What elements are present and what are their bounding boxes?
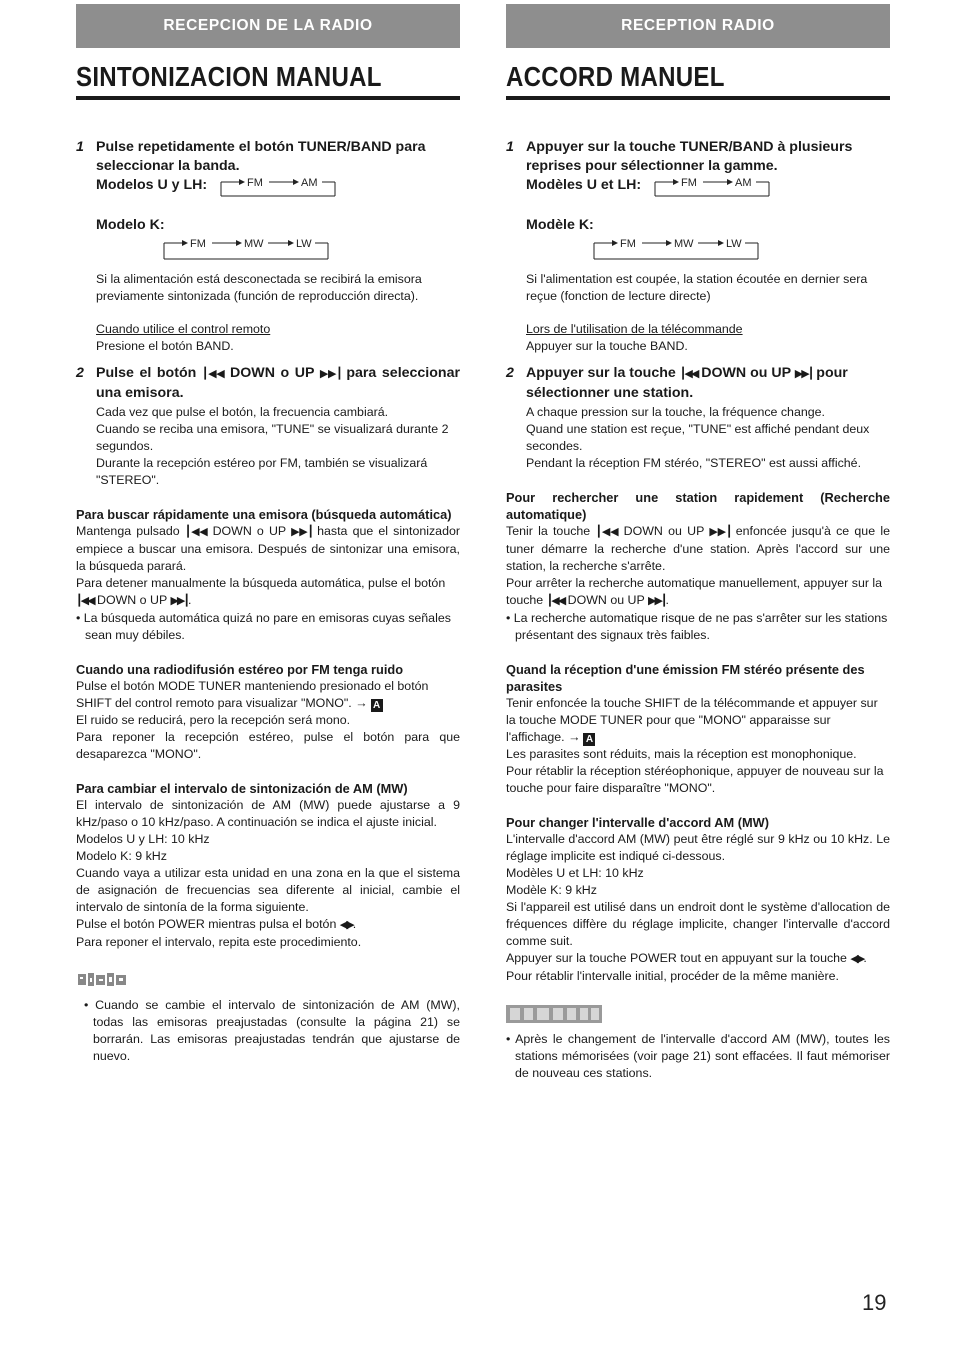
search-p2b-fr: DOWN ou UP bbox=[567, 593, 645, 607]
noise-p2-es: El ruido se reducirá, pero la recepción será mono. bbox=[76, 713, 351, 727]
note-icon-es bbox=[76, 969, 132, 991]
prev-skip-icon: ┃◀◀ bbox=[201, 368, 225, 380]
arrow-right-icon: → bbox=[568, 730, 581, 744]
search-p2a-fr: Pour arrêter la recherche automatique manuellement, appuyer sur la touche bbox=[506, 576, 883, 607]
noise-p1-text-fr: Tenir enfoncée la touche SHIFT de la télécommande et appuyer sur la touche MODE TUNER pour que "MONO" apparaisse sur l'affichage. bbox=[506, 696, 878, 744]
diag-mw-k-es: MW bbox=[244, 238, 264, 250]
step1-text-fr: Appuyer sur la touche TUNER/BAND à plusieurs reprises pour sélectionner la gamme. bbox=[526, 139, 853, 174]
models-ulh-row-fr bbox=[506, 176, 890, 202]
next-skip-icon: ▶▶┃ bbox=[291, 526, 312, 538]
am-p5-es: Pulse el botón POWER mientras pulsa el botón ◀▶. bbox=[76, 917, 357, 931]
remote-text-fr: Appuyer sur la touche BAND. bbox=[526, 339, 688, 353]
search-bullet-fr: • La recherche automatique risque de ne pas s'arrêter sur les stations présentant des signaux très faibles. bbox=[506, 611, 888, 642]
band-diagram-k-fr bbox=[590, 237, 780, 265]
page-title-es: SINTONIZACION MANUAL bbox=[76, 61, 382, 92]
diag-fm-k-es: FM bbox=[190, 238, 206, 250]
next-skip-icon: ▶▶┃ bbox=[709, 526, 731, 538]
am-p1-es: El intervalo de sintonización de AM (MW) puede ajustarse a 9 kHz/paso o 10 kHz/paso. A continuación se indica el ajuste inicial. bbox=[76, 798, 460, 829]
prev-skip-icon: ┃◀◀ bbox=[76, 595, 94, 607]
left-right-arrows-icon: ◀▶ bbox=[850, 953, 864, 965]
band-diagram-ulh-es bbox=[217, 176, 357, 202]
diag-lw-k-fr: LW bbox=[726, 238, 742, 250]
step2-es bbox=[76, 364, 460, 403]
step2-text-b-es: DOWN o UP bbox=[230, 365, 315, 381]
noise-p2-fr: Les parasites sont réduits, mais la réception est monophonique. bbox=[506, 747, 857, 761]
search-heading-es: Para buscar rápidamente una emisora (búsqueda automática) bbox=[76, 507, 452, 522]
next-skip-icon: ▶▶┃ bbox=[648, 595, 666, 607]
step1-text-es: Pulse repetidamente el botón TUNER/BAND para seleccionar la banda. bbox=[96, 139, 426, 174]
am-p5-text-fr: Appuyer sur la touche POWER tout en appuyant sur la touche bbox=[506, 951, 847, 965]
step2-number-es: 2 bbox=[76, 365, 84, 381]
diag-fm-ulh-es: FM bbox=[247, 177, 264, 189]
band-diagram-ulh-fr bbox=[651, 176, 791, 202]
note-bullet-text-es: Cuando se cambie el intervalo de sintonización de AM (MW), todas las emisoras preajustadas (consulte la página 21) se borrarán. Las emisoras preajustadas tendrán que ajustarse de nuevo. bbox=[93, 998, 460, 1063]
am-p4-es: Cuando vaya a utilizar esta unidad en una zona en la que el sistema de asignación de frecuencias sea diferente al inicial, cambie el intervalo de sintonía de la forma siguiente. bbox=[76, 866, 460, 914]
prev-skip-icon: ┃◀◀ bbox=[595, 526, 619, 538]
remote-text-es: Presione el botón BAND. bbox=[96, 339, 234, 353]
display-ref-badge: A bbox=[371, 699, 383, 712]
page-number: 19 bbox=[862, 1290, 887, 1315]
step1-number-fr: 1 bbox=[506, 139, 514, 155]
prev-skip-icon: ┃◀◀ bbox=[679, 368, 698, 380]
search-p2a-es: Para detener manualmente la búsqueda automática, pulse el botón bbox=[76, 576, 446, 590]
remote-heading-fr: Lors de l'utilisation de la télécommande bbox=[526, 322, 743, 336]
step2-text-a-fr: Appuyer sur la touche bbox=[526, 365, 676, 381]
band-diagram-k-es bbox=[160, 237, 350, 265]
search-p1-es bbox=[76, 523, 460, 575]
models-ulh-label-fr: Modèles U et LH: bbox=[526, 177, 642, 193]
search-p1-fr bbox=[506, 523, 890, 575]
diag-am-ulh-fr: AM bbox=[735, 177, 752, 189]
am-p5-fr: Appuyer sur la touche POWER tout en appuyant sur la touche ◀▶. bbox=[506, 951, 867, 965]
power-note-fr: Si l'alimentation est coupée, la station écoutée en dernier sera reçue (fonction de lecture directe) bbox=[526, 272, 868, 303]
search-p2-fr: Pour arrêter la recherche automatique manuellement, appuyer sur la touche ┃◀◀ DOWN ou UP ▶▶┃. bbox=[506, 576, 883, 607]
models-ulh-row-es bbox=[76, 176, 460, 202]
band-diagram-k-wrap-fr bbox=[506, 237, 890, 265]
step2-p3-es: Durante la recepción estéreo por FM, también se visualizará "STEREO". bbox=[96, 456, 428, 487]
noise-p1-fr bbox=[506, 695, 890, 746]
step2-p2-fr: Quand une station est reçue, "TUNE" est affiché pendant deux secondes. bbox=[526, 422, 870, 453]
diag-mw-k-fr: MW bbox=[674, 238, 694, 250]
search-p1b-es: DOWN o UP bbox=[212, 524, 286, 538]
search-heading-fr: Pour rechercher une station rapidement (Recherche automatique) bbox=[506, 490, 890, 522]
search-bullet-text-es: La búsqueda automática quizá no pare en emisoras cuyas señales sean muy débiles. bbox=[83, 611, 451, 642]
am-p1-fr: L'intervalle d'accord AM (MW) peut être réglé sur 9 kHz ou 10 kHz. Le réglage implicite est indiqué ci-dessous. bbox=[506, 832, 890, 863]
note-bullet-fr: • Après le changement de l'intervalle d'accord AM (MW), toutes les stations mémorisées (voir page 21) sont effacées. Il faut mémoriser de nouveau ces stations. bbox=[506, 1032, 890, 1080]
search-p2-es: Para detener manualmente la búsqueda automática, pulse el botón ┃◀◀ DOWN o UP ▶▶┃. bbox=[76, 576, 446, 607]
search-p2b-es: DOWN o UP bbox=[97, 593, 167, 607]
diag-lw-k-es: LW bbox=[296, 238, 312, 250]
step1-es bbox=[76, 138, 460, 176]
diag-fm-ulh-fr: FM bbox=[681, 177, 697, 189]
content-es bbox=[76, 138, 460, 1065]
next-skip-icon: ▶▶┃ bbox=[794, 368, 813, 380]
am-p5-text-es: Pulse el botón POWER mientras pulsa el botón bbox=[76, 917, 337, 931]
noise-p3-fr: Pour rétablir la réception stéréophonique, appuyer de nouveau sur la touche pour faire disparaître "MONO". bbox=[506, 764, 884, 795]
band-diagram-k-wrap-es bbox=[76, 237, 460, 265]
am-p2-fr: Modèles U et LH: 10 kHz bbox=[506, 866, 644, 880]
note-bullet-es: • Cuando se cambie el intervalo de sintonización de AM (MW), todas las emisoras preajustadas (consulte la página 21) se borrarán. Las emisoras preajustadas tendrán que ajustarse de nuevo. bbox=[84, 998, 460, 1063]
search-bullet-es: • La búsqueda automática quizá no pare en emisoras cuyas señales sean muy débiles. bbox=[76, 611, 451, 642]
left-right-arrows-icon: ◀▶ bbox=[339, 919, 353, 931]
title-rule-es bbox=[76, 96, 460, 100]
page-title-fr: ACCORD MANUEL bbox=[506, 61, 725, 92]
noise-p3-es: Para reponer la recepción estéreo, pulse el botón para que desaparezca "MONO". bbox=[76, 730, 460, 761]
display-ref-badge: A bbox=[583, 733, 595, 746]
prev-skip-icon: ┃◀◀ bbox=[546, 595, 565, 607]
noise-heading-es: Cuando una radiodifusión estéreo por FM tenga ruido bbox=[76, 662, 404, 677]
diag-am-ulh-es: AM bbox=[301, 177, 318, 189]
am-heading-es: Para cambiar el intervalo de sintonización de AM (MW) bbox=[76, 781, 408, 796]
am-p2-es: Modelos U y LH: 10 kHz bbox=[76, 832, 210, 846]
step2-number-fr: 2 bbox=[506, 365, 514, 381]
am-p3-es: Modelo K: 9 kHz bbox=[76, 849, 167, 863]
step2-p2-es: Cuando se reciba una emisora, "TUNE" se visualizará durante 2 segundos. bbox=[96, 422, 449, 453]
step2-text-c-fr: pour sélectionner une station. bbox=[526, 365, 848, 401]
note-icon-fr bbox=[506, 1003, 606, 1025]
content-fr bbox=[506, 138, 890, 1082]
search-p1c-es: hasta que el sintonizador empiece a buscar una emisora. Después de sintonizar una emisora, la búsqueda parará. bbox=[76, 524, 460, 573]
step1-number-es: 1 bbox=[76, 139, 84, 155]
remote-heading-es: Cuando utilice el control remoto bbox=[96, 322, 271, 336]
step2-fr bbox=[506, 364, 890, 403]
step2-p1-es: Cada vez que pulse el botón, la frecuencia cambiará. bbox=[96, 405, 389, 419]
model-k-label-es: Modelo K: bbox=[96, 217, 165, 233]
step2-text-a-es: Pulse el botón bbox=[96, 365, 197, 381]
search-p1a-es: Mantenga pulsado bbox=[76, 524, 180, 538]
section-band-fr: RECEPTION RADIO bbox=[506, 4, 890, 48]
next-skip-icon: ▶▶┃ bbox=[319, 368, 341, 380]
search-bullet-text-fr: La recherche automatique risque de ne pas s'arrêter sur les stations présentant des signaux très faibles. bbox=[513, 611, 888, 642]
am-p6-fr: Pour rétablir l'intervalle initial, procéder de la même manière. bbox=[506, 969, 839, 983]
noise-heading-fr: Quand la réception d'une émission FM stéréo présente des parasites bbox=[506, 662, 865, 694]
step1-fr bbox=[506, 138, 890, 176]
search-p1b-fr: DOWN ou UP bbox=[623, 524, 705, 538]
search-p1c-fr: enfoncée jusqu'à ce que le tuner démarre la recherche d'une station. Après l'accord sur une station, la recherche s'arrête. bbox=[506, 524, 890, 573]
model-k-label-fr: Modèle K: bbox=[526, 217, 594, 233]
arrow-right-icon: → bbox=[355, 696, 368, 710]
am-p6-es: Para reponer el intervalo, repita este procedimiento. bbox=[76, 935, 362, 949]
am-p4-fr: Si l'appareil est utilisé dans un endroit dont le système d'allocation de fréquences diffère du réglage implicite, changer l'intervalle d'accord comme suit. bbox=[506, 900, 890, 948]
am-heading-fr: Pour changer l'intervalle d'accord AM (MW) bbox=[506, 815, 770, 830]
models-ulh-label-es: Modelos U y LH: bbox=[96, 177, 208, 193]
power-note-es: Si la alimentación está desconectada se recibirá la emisora previamente sintonizada (función de reproducción directa). bbox=[96, 272, 422, 303]
next-skip-icon: ▶▶┃ bbox=[170, 595, 188, 607]
search-p1a-fr: Tenir la touche bbox=[506, 524, 591, 538]
step2-p1-fr: A chaque pression sur la touche, la fréquence change. bbox=[526, 405, 825, 419]
noise-p1-text-es: Pulse el botón MODE TUNER manteniendo presionado el botón SHIFT del control remoto para visualizar "MONO". bbox=[76, 679, 429, 710]
noise-p1-es bbox=[76, 678, 460, 712]
prev-skip-icon: ┃◀◀ bbox=[184, 526, 208, 538]
section-band-es: RECEPCION DE LA RADIO bbox=[76, 4, 460, 48]
step2-p3-fr: Pendant la réception FM stéréo, "STEREO" est aussi affiché. bbox=[526, 456, 862, 470]
step2-text-c-es: para seleccionar una emisora. bbox=[96, 365, 460, 401]
title-rule-fr bbox=[506, 96, 890, 100]
am-p3-fr: Modèle K: 9 kHz bbox=[506, 883, 597, 897]
diag-fm-k-fr: FM bbox=[620, 238, 636, 250]
note-bullet-text-fr: Après le changement de l'intervalle d'accord AM (MW), toutes les stations mémorisées (voir page 21) sont effacées. Il faut mémoriser de nouveau ces stations. bbox=[515, 1032, 890, 1080]
step2-text-b-fr: DOWN ou UP bbox=[701, 365, 791, 381]
